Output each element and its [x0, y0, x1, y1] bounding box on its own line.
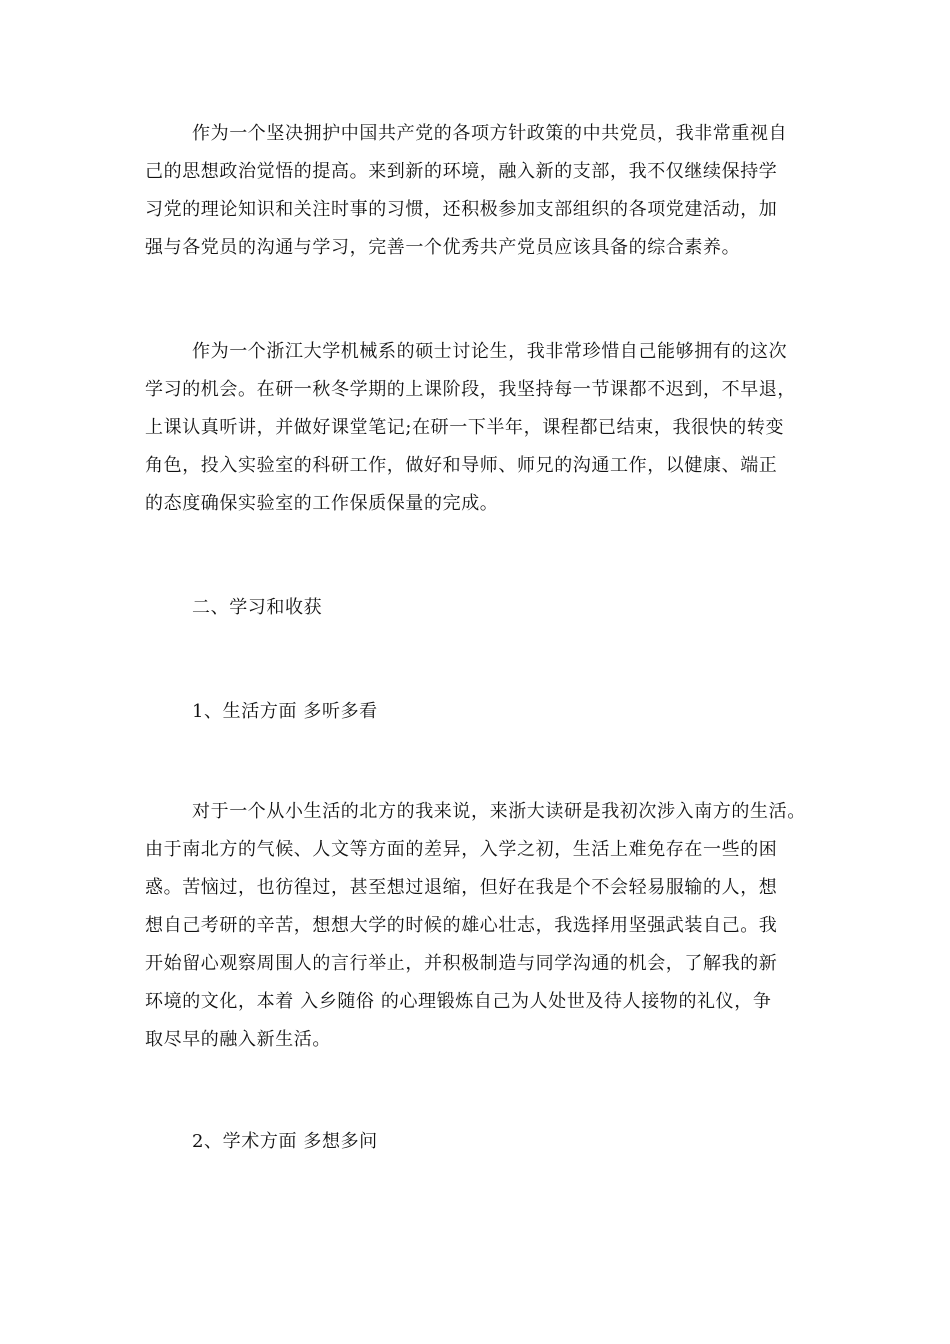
paragraph-line: 己的思想政治觉悟的提高。来到新的环境，融入新的支部，我不仅继续保持学: [145, 161, 778, 182]
paragraph-line: 学习的机会。在研一秋冬学期的上课阶段，我坚持每一节课都不迟到，不早退，: [145, 379, 796, 400]
paragraph-line: 习党的理论知识和关注时事的习惯，还积极参加支部组织的各项党建活动，加: [145, 199, 778, 220]
paragraph-line: 强与各党员的沟通与学习，完善一个优秀共产党员应该具备的综合素养。: [145, 237, 741, 258]
paragraph-line: 的态度确保实验室的工作保质保量的完成。: [145, 493, 499, 514]
paragraph-line: 作为一个浙江大学机械系的硕士讨论生，我非常珍惜自己能够拥有的这次: [192, 341, 788, 362]
paragraph-line: 角色，投入实验室的科研工作，做好和导师、师兄的沟通工作，以健康、端正: [145, 455, 778, 476]
section-heading: 二、学习和收获: [192, 597, 323, 618]
paragraph-line: 对于一个从小生活的北方的我来说，来浙大读研是我初次涉入南方的生活。: [192, 801, 806, 822]
subsection-heading-academic: 2、学术方面 多想多问: [192, 1131, 378, 1152]
paragraph-line: 作为一个坚决拥护中国共产党的各项方针政策的中共党员，我非常重视自: [192, 123, 788, 144]
paragraph-line: 想自己考研的辛苦，想想大学的时候的雄心壮志，我选择用坚强武装自己。我: [145, 915, 778, 936]
paragraph-line: 惑。苦恼过，也彷徨过，甚至想过退缩，但好在我是个不会轻易服输的人，想: [145, 877, 778, 898]
paragraph-line: 上课认真听讲，并做好课堂笔记;在研一下半年，课程都已结束，我很快的转变: [145, 417, 785, 438]
paragraph-line: 开始留心观察周围人的言行举止，并积极制造与同学沟通的机会，了解我的新: [145, 953, 778, 974]
paragraph-line: 环境的文化，本着 入乡随俗 的心理锻炼自己为人处世及待人接物的礼仪，争: [145, 991, 772, 1012]
paragraph-line: 由于南北方的气候、人文等方面的差异，入学之初，生活上难免存在一些的困: [145, 839, 778, 860]
paragraph-line: 取尽早的融入新生活。: [145, 1029, 331, 1050]
subsection-heading-life: 1、生活方面 多听多看: [192, 701, 378, 722]
